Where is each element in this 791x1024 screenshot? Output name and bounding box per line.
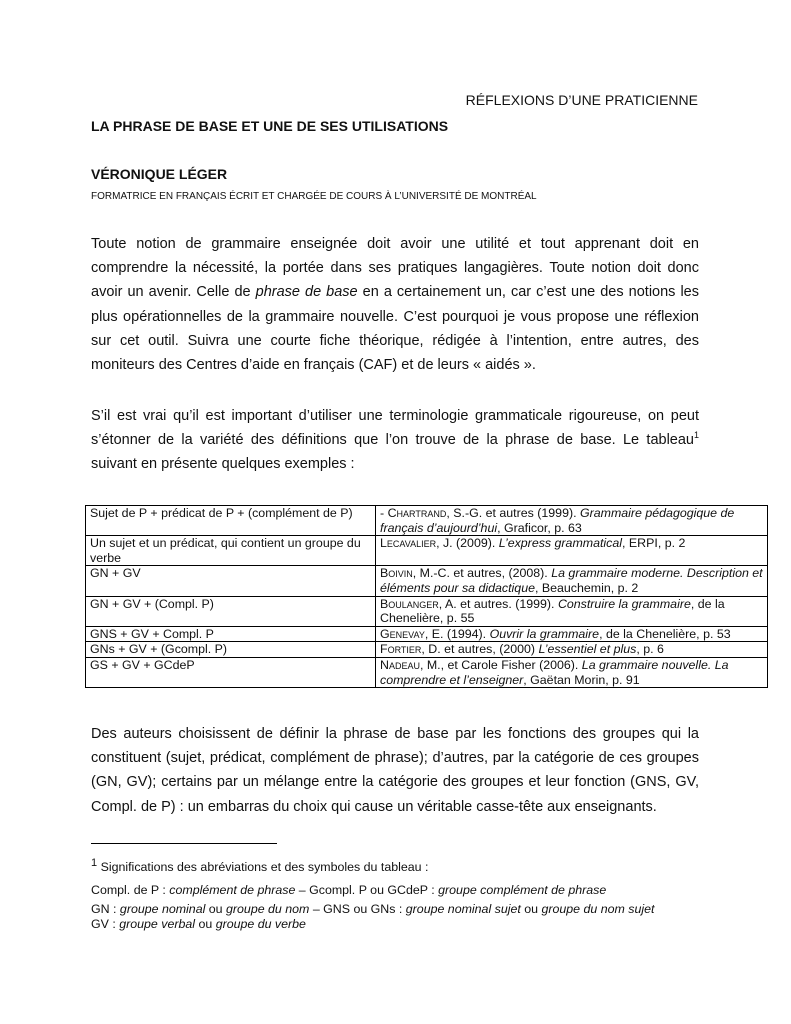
table-row [86, 626, 768, 642]
reference-book-title: Ouvrir la grammaire [489, 626, 600, 641]
reference-info: , E. (1994). [424, 626, 490, 641]
definitions-table [85, 505, 768, 688]
abbr-term: Compl. de P : [91, 883, 170, 897]
definition-cell: Un sujet et un prédicat, qui contient un groupe du verbe [86, 536, 376, 566]
reference-publisher: , ERPI, p. 2 [622, 536, 686, 551]
reference-book-title: L’essentiel et plus [538, 642, 637, 657]
abbr-meaning: groupe du nom [226, 902, 310, 916]
reference-book-title: La grammaire nouvelle. La comprendre et l’enseigner [380, 657, 729, 687]
abbr-term: – GNS ou GNs : [309, 902, 406, 916]
reference-cell [376, 626, 768, 642]
abbr-meaning: groupe complément de phrase [438, 883, 607, 897]
reference-info: , J. (2009). [436, 536, 499, 551]
reference-cell [376, 596, 768, 626]
reference-book-title: L’express grammatical [498, 536, 623, 551]
footnote-ref: 1 [693, 430, 699, 441]
reference-cell [376, 642, 768, 658]
abbr-meaning: complément de phrase [169, 883, 296, 897]
reference-info: , A. et autres. (1999). [438, 596, 558, 611]
reference-author: Boivin [380, 566, 413, 581]
section-header: RÉFLEXIONS D’UNE PRATICIENNE [465, 92, 698, 108]
abbr-meaning: groupe verbal [119, 917, 196, 931]
reference-cell [376, 566, 768, 596]
intro-emphasis: phrase de base [255, 284, 358, 301]
reference-publisher: , Graficor, p. 63 [497, 520, 582, 535]
table-row [86, 566, 768, 596]
table-intro-text-2: suivant en présente quelques exemples : [91, 456, 355, 473]
table-row [86, 596, 768, 626]
intro-paragraph [91, 232, 699, 377]
abbr-meaning: groupe du nom sujet [541, 902, 655, 916]
reference-author: Boulanger [380, 596, 439, 611]
table-row [86, 506, 768, 536]
definition-cell: GNs + GV + (Gcompl. P) [86, 642, 376, 658]
reference-info: , M., et Carole Fisher (2006). [419, 657, 582, 672]
abbr-term: GN : [91, 902, 120, 916]
abbr-connector: ou [205, 902, 227, 916]
reference-cell [376, 506, 768, 536]
reference-info: , D. et autres, (2000) [421, 642, 539, 657]
discussion-paragraph: Des auteurs choisissent de définir la phrase de base par les fonctions des groupes qui la constituent (sujet, prédicat, complément de phrase); d’autres, par la catégorie de ces groupes (GN, GV); certains par un mélange entre la catégorie des groupes et leur fonction (GNS, GV, Compl. de P) : un embarras du choix qui cause un véritable casse-tête aux enseignants. [91, 726, 699, 815]
reference-publisher: , de la Chenelière, p. 55 [380, 596, 725, 626]
abbr-connector: ou [520, 902, 542, 916]
footnote-divider [91, 843, 277, 844]
table-row [86, 657, 768, 687]
reference-author: Nadeau [380, 657, 420, 672]
definition-cell: Sujet de P + prédicat de P + (complément de P) [86, 506, 376, 536]
table-intro-text-1: S’il est vrai qu’il est important d’utiliser une terminologie grammaticale rigoureuse, on peut s’étonner de la variété des définitions que l’on trouve de la phrase de base. Le tableau [91, 408, 699, 449]
reference-info: , S.-G. et autres (1999). [446, 506, 580, 520]
article-title: LA PHRASE DE BASE ET UNE DE SES UTILISATIONS [91, 118, 449, 134]
definition-cell: GN + GV [86, 566, 376, 596]
reference-book-title: Construire la grammaire [557, 596, 691, 611]
definition-cell: GN + GV + (Compl. P) [86, 596, 376, 626]
table-row [86, 642, 768, 658]
author-name: VÉRONIQUE LÉGER [91, 166, 228, 182]
abbr-meaning: groupe nominal sujet [405, 902, 521, 916]
abbr-term: – Gcompl. P ou GCdeP : [295, 883, 439, 897]
author-affiliation: FORMATRICE EN FRANÇAIS ÉCRIT ET CHARGÉE DE COURS À L’UNIVERSITÉ DE MONTRÉAL [91, 191, 537, 202]
abbr-connector: ou [195, 917, 216, 931]
footnote-number: 1 [91, 856, 98, 869]
reference-author: Chartrand [387, 506, 447, 520]
definition-cell: GNS + GV + Compl. P [86, 626, 376, 642]
reference-publisher: , de la Chenelière, p. 53 [599, 626, 731, 641]
table-intro-paragraph [91, 404, 699, 477]
reference-lead: - [380, 506, 388, 520]
reference-publisher: , p. 6 [636, 642, 664, 657]
reference-author: Lecavalier [380, 536, 437, 551]
footnote-line [91, 917, 711, 932]
footnote-line [91, 883, 711, 898]
reference-publisher: , Beauchemin, p. 2 [534, 580, 639, 595]
abbr-meaning: groupe nominal [119, 902, 206, 916]
reference-author: Fortier [380, 642, 422, 657]
abbr-meaning: groupe du verbe [215, 917, 306, 931]
definition-cell: GS + GV + GCdeP [86, 657, 376, 687]
intro-text-1: Toute notion de grammaire enseignée doit avoir une utilité et tout apprenant doit en comprendre la nécessité, la portée dans ses pratiques langagières. Toute notion doit donc avoir un avenir. Celle de [91, 236, 699, 301]
reference-publisher: , Gaëtan Morin, p. 91 [523, 672, 640, 687]
footnote-line [91, 856, 711, 875]
footnote-line [91, 902, 711, 917]
reference-info: , M.-C. et autres, (2008). [412, 566, 552, 581]
reference-cell [376, 657, 768, 687]
reference-book-title: La grammaire moderne. Description et éléments pour sa didactique [380, 566, 763, 595]
reference-author: Genevay [380, 626, 425, 641]
footnote-intro: Significations des abréviations et des symboles du tableau : [97, 860, 429, 874]
table-row [86, 536, 768, 566]
abbr-term: GV : [91, 917, 120, 931]
reference-book-title: Grammaire pédagogique de français d’aujourd’hui [380, 506, 735, 535]
intro-text-2: en a certainement un, car c’est une des notions les plus opérationnelles de la grammaire nouvelle. C’est pourquoi je vous propose une réflexion sur cet outil. Suivra une courte fiche théorique, rédigée à l’intention, entre autres, des moniteurs des Centres d’aide en français (CAF) et de leurs « aidés ». [91, 284, 699, 374]
reference-cell [376, 536, 768, 566]
